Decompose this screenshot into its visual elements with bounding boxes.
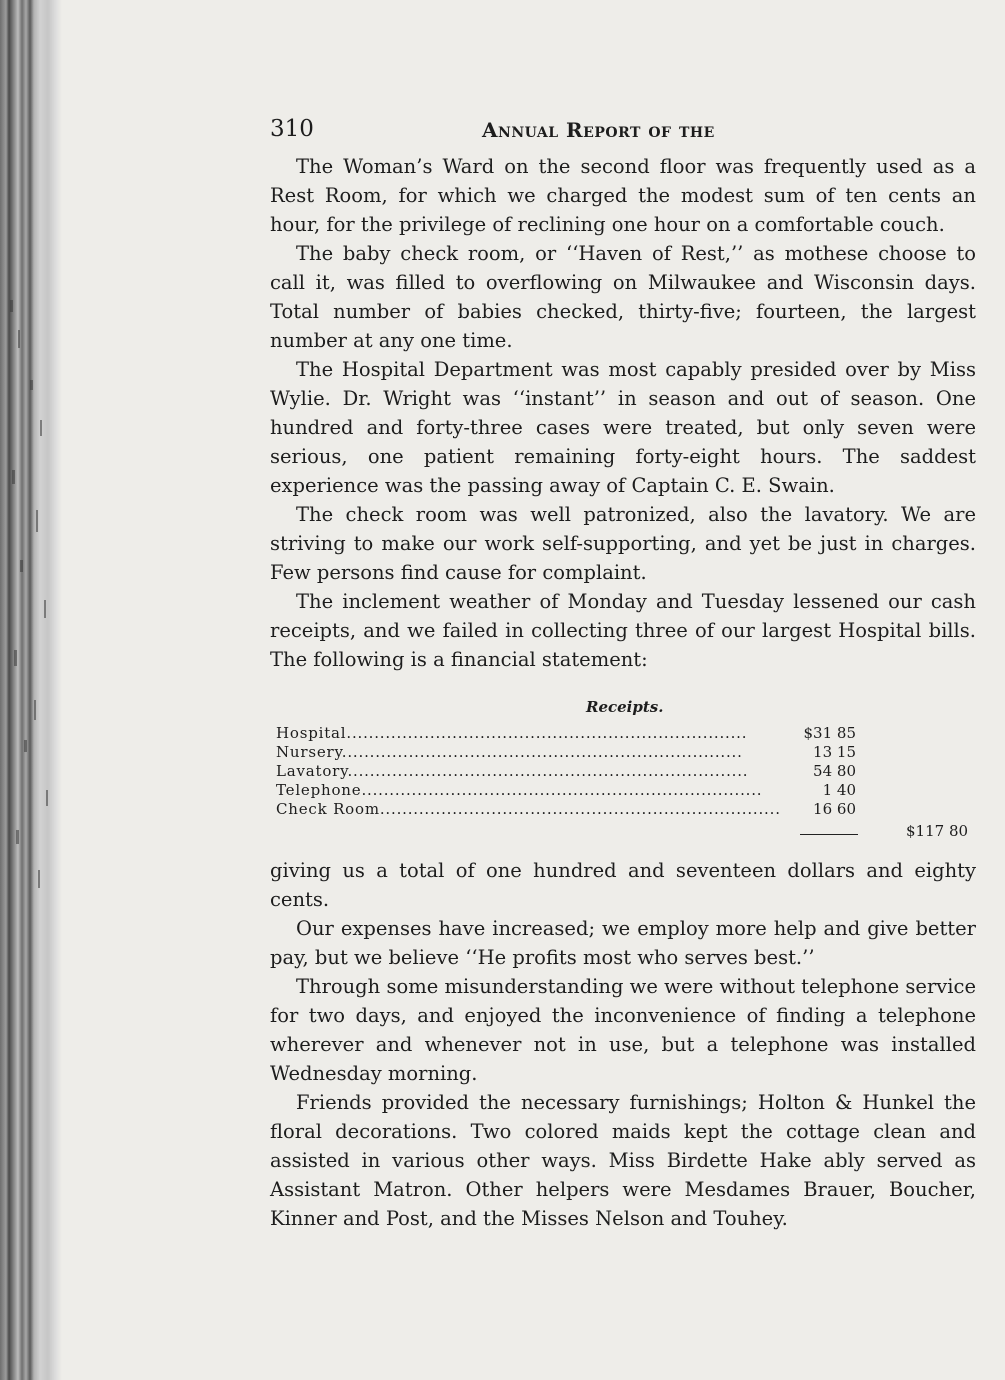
receipt-row [276,743,856,762]
paragraph-hospital-department: The Hospital Department was most capably presided over by Miss Wylie. Dr. Wright was ‘‘instant’’ in season and out of season. One hundred and forty-three cases were treated, but only seven were serious, one patient remaining forty-eight hours. The saddest experience was the passing away of Captain C. E. Swain. [270,358,976,497]
page-number: 310 [270,116,314,142]
receipt-label: Nursery........................................................................ [276,743,743,761]
running-title: Annual Report of the [482,118,715,142]
receipt-amount: 13 15 [813,743,856,761]
running-head [270,112,976,152]
paragraph-womans-ward: The Woman’s Ward on the second floor was frequently used as a Rest Room, for which we charged the modest sum of ten cents an hour, for the privilege of reclining one hour on a comfortable couch. [270,155,976,236]
binding-shadow-marks [0,0,62,1380]
receipts-statement [270,698,976,846]
receipt-label: Check Room........................................................................ [276,800,781,818]
paragraph-telephone: Through some misunderstanding we were without telephone service for two days, and enjoyed the inconvenience of finding a telephone wherever and whenever not in use, but a telephone was installed Wednesday morning. [270,975,976,1085]
receipts-title: Receipts. [586,698,664,716]
receipt-amount: $31 85 [803,724,856,742]
receipt-row [276,800,856,819]
receipt-label: Telephone........................................................................ [276,781,763,799]
body-text-before [270,152,976,674]
paragraph-check-room: The check room was well patronized, also the lavatory. We are striving to make our work self-supporting, and yet be just in charges. Few persons find cause for complaint. [270,503,976,584]
total-rule [800,834,858,835]
paragraph-friends-helpers: Friends provided the necessary furnishings; Holton & Hunkel the floral decorations. Two colored maids kept the cottage clean and assisted in various other ways. Miss Birdette Hake ably served as Assistant Matron. Other helpers were Mesdames Brauer, Boucher, Kinner and Post, and the Misses Nelson and Touhey. [270,1091,976,1230]
receipt-row [276,724,856,743]
receipt-amount: 1 40 [822,781,856,799]
receipt-amount: 16 60 [813,800,856,818]
paragraph-baby-check-room: The baby check room, or ‘‘Haven of Rest,’’ as mothese choose to call it, was filled to overflowing on Milwaukee and Wisconsin days. Total number of babies checked, thirty-five; fourteen, the largest number at any one time. [270,242,976,352]
receipts-total: $117 80 [906,822,969,840]
receipt-label: Lavatory........................................................................ [276,762,749,780]
receipt-row [276,762,856,781]
paragraph-inclement-weather: The inclement weather of Monday and Tuesday lessened our cash receipts, and we failed in collecting three of our largest Hospital bills. The following is a financial statement: [270,590,976,671]
paragraph-expenses: Our expenses have increased; we employ more help and give better pay, but we believe ‘‘He profits most who serves best.’’ [270,917,976,969]
receipt-row [276,781,856,800]
document-page [270,112,976,1233]
paragraph-total-summary: giving us a total of one hundred and seventeen dollars and eighty cents. [270,859,976,911]
receipt-label: Hospital........................................................................ [276,724,748,742]
receipt-amount: 54 80 [813,762,856,780]
body-text-after [270,856,976,1233]
